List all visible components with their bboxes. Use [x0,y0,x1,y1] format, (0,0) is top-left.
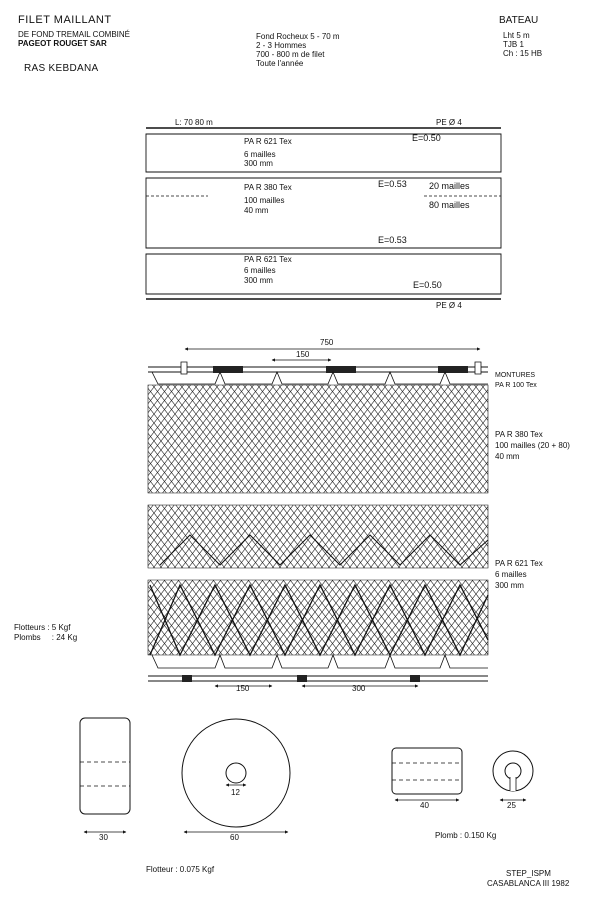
panel-top-hanging: E=0.50 [412,133,441,143]
footer-institution: STEP_ISPM [506,869,551,878]
panel-bottom-hanging: E=0.50 [413,280,442,290]
boat-line: Lht 5 m [503,31,530,40]
panel-top-meshes: 6 mailles [244,150,276,159]
panel-middle-hanging-bottom: E=0.53 [378,235,407,245]
panel-middle-split-bottom: 80 mailles [429,200,470,210]
condition-line: 700 - 800 m de filet [256,50,325,59]
float-width-label: 30 [99,833,108,842]
panel-middle-material: PA R 380 Tex [244,183,292,192]
outer-net-line: 300 mm [495,581,524,590]
dim-total-label: 750 [320,338,334,347]
headline-assembly [148,362,488,384]
inner-net-line: PA R 380 Tex [495,430,543,439]
boat-line: TJB 1 [503,40,524,49]
footline-assembly [148,675,488,686]
inner-net-upper [148,385,488,493]
montures-material: PA R 100 Tex [495,382,537,389]
drawing-subtitle-2: PAGEOT ROUGET SAR [18,39,107,48]
head-rope-label: PE Ø 4 [436,118,462,127]
float-diameter-label: 60 [230,833,239,842]
inner-net-line: 100 mailles (20 + 80) [495,441,570,450]
panel-bottom-meshes: 6 mailles [244,266,276,275]
outer-net-line: PA R 621 Tex [495,559,543,568]
sinker-length-label: 40 [420,801,429,810]
panel-top-material: PA R 621 Tex [244,137,292,146]
sinker-diameter-label: 25 [507,801,516,810]
dim-float-spacing-label: 150 [296,350,310,359]
float-marker [181,362,187,374]
panel-middle-mesh-size: 40 mm [244,206,269,215]
float-hole-label: 12 [231,788,240,797]
condition-line: Fond Rocheux 5 - 70 m [256,32,340,41]
dim-sinker-spacing-2: 300 [352,684,366,693]
net-length-label: L: 70 80 m [175,118,213,127]
montures-label: MONTURES [495,372,536,379]
float-front-view [182,719,290,832]
floats-weight-label: Flotteurs : 5 Kgf [14,623,71,632]
panel-bottom-outline [146,254,501,294]
sinker-marker [410,675,420,682]
netting [148,385,488,668]
outer-net-line: 6 mailles [495,570,527,579]
top-dimensions [185,349,480,360]
panel-top-mesh-size: 300 mm [244,159,273,168]
panel-middle-hanging-top: E=0.53 [378,179,407,189]
panel-bottom-material: PA R 621 Tex [244,255,292,264]
float-caption: Flotteur : 0.075 Kgf [146,865,215,874]
footer-place-date: CASABLANCA III 1982 [487,879,570,888]
foot-rope-label: PE Ø 4 [436,301,462,310]
float-side-view [80,718,130,832]
sinker-caption: Plomb : 0.150 Kg [435,831,497,840]
inner-net-middle [148,505,488,568]
net-scheme [146,128,501,299]
condition-line: Toute l'année [256,59,304,68]
boat-line: Ch : 15 HB [503,49,543,58]
sinker-marker [182,675,192,682]
panel-middle-split-top: 20 mailles [429,181,470,191]
panel-top-outline [146,134,501,172]
sinkers-weight-label: Plombs : 24 Kg [14,633,78,642]
condition-line: 2 - 3 Hommes [256,41,307,50]
dim-sinker-spacing-1: 150 [236,684,250,693]
sinker-front-view [493,751,533,800]
inner-net-line: 40 mm [495,452,520,461]
panel-middle-meshes: 100 mailles [244,196,285,205]
float-marker [475,362,481,374]
sinker-side-view [392,748,462,800]
location-label: RAS KEBDANA [24,63,99,74]
sinker-marker [297,675,307,682]
panel-bottom-mesh-size: 300 mm [244,276,273,285]
boat-title: BATEAU [499,15,539,26]
drawing-subtitle-1: DE FOND TREMAIL COMBINÉ [18,30,131,39]
drawing-title: FILET MAILLANT [18,14,112,26]
